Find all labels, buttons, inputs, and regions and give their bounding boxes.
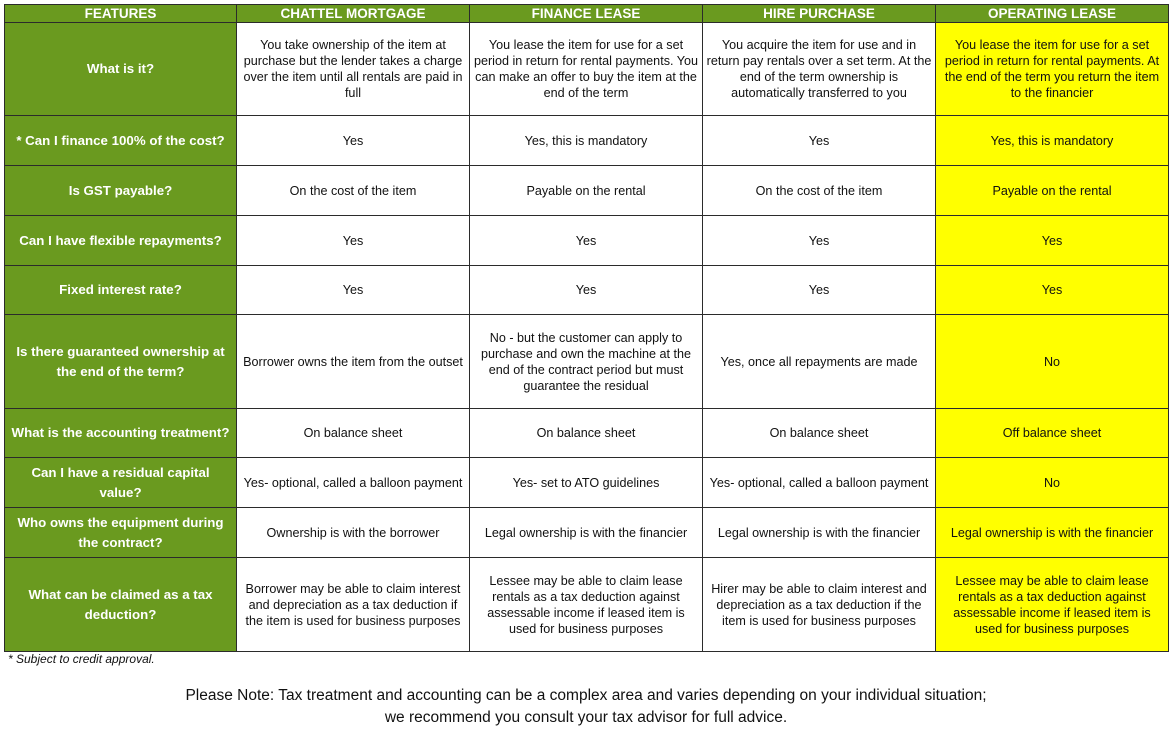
table-row	[5, 116, 1169, 166]
cell-finance-lease: You lease the item for use for a set period in return for rental payments. You can make an offer to buy the item at the end of the term	[470, 23, 703, 116]
cell-operating-lease: Yes, this is mandatory	[936, 116, 1169, 166]
cell-finance-lease: Yes, this is mandatory	[470, 116, 703, 166]
row-feature-label: Fixed interest rate?	[5, 266, 237, 315]
header-finance-lease: FINANCE LEASE	[470, 5, 703, 23]
table-row	[5, 508, 1169, 558]
cell-operating-lease: Legal ownership is with the financier	[936, 508, 1169, 558]
table-row	[5, 458, 1169, 508]
row-feature-label: * Can I finance 100% of the cost?	[5, 116, 237, 166]
row-feature-label: What is it?	[5, 23, 237, 116]
tax-advice-note	[0, 685, 1172, 729]
cell-chattel-mortgage: Ownership is with the borrower	[237, 508, 470, 558]
comparison-table-container	[4, 4, 1168, 652]
cell-hire-purchase: Yes, once all repayments are made	[703, 315, 936, 409]
cell-chattel-mortgage: Yes- optional, called a balloon payment	[237, 458, 470, 508]
cell-finance-lease: Yes	[470, 216, 703, 266]
cell-chattel-mortgage: Yes	[237, 116, 470, 166]
cell-operating-lease: Yes	[936, 266, 1169, 315]
cell-hire-purchase: On balance sheet	[703, 409, 936, 458]
finance-comparison-table	[4, 4, 1169, 652]
credit-approval-footnote: * Subject to credit approval.	[8, 652, 155, 666]
cell-finance-lease: Yes- set to ATO guidelines	[470, 458, 703, 508]
row-feature-label: Is there guaranteed ownership at the end of the term?	[5, 315, 237, 409]
cell-hire-purchase: Yes	[703, 266, 936, 315]
tax-advice-note-line-2: we recommend you consult your tax advisor for full advice.	[384, 709, 788, 726]
table-row	[5, 409, 1169, 458]
cell-hire-purchase: Yes	[703, 116, 936, 166]
tax-advice-note-line-1: Please Note: Tax treatment and accounting can be a complex area and varies depending on your individual situation;	[185, 687, 987, 704]
cell-finance-lease: Lessee may be able to claim lease rentals as a tax deduction against assessable income if leased item is used for business purposes	[470, 558, 703, 652]
cell-finance-lease: Legal ownership is with the financier	[470, 508, 703, 558]
header-chattel-mortgage: CHATTEL MORTGAGE	[237, 5, 470, 23]
cell-operating-lease: Lessee may be able to claim lease rentals as a tax deduction against assessable income if leased item is used for business purposes	[936, 558, 1169, 652]
cell-chattel-mortgage: Borrower may be able to claim interest and depreciation as a tax deduction if the item is used for business purposes	[237, 558, 470, 652]
table-row	[5, 558, 1169, 652]
row-feature-label: Who owns the equipment during the contract?	[5, 508, 237, 558]
cell-operating-lease: No	[936, 458, 1169, 508]
header-features: FEATURES	[5, 5, 237, 23]
cell-finance-lease: Payable on the rental	[470, 166, 703, 216]
row-feature-label: Can I have flexible repayments?	[5, 216, 237, 266]
cell-hire-purchase: Yes- optional, called a balloon payment	[703, 458, 936, 508]
cell-hire-purchase: You acquire the item for use and in return pay rentals over a set term. At the end of the term ownership is automatically transferred to you	[703, 23, 936, 116]
header-row	[5, 5, 1169, 23]
cell-finance-lease: Yes	[470, 266, 703, 315]
cell-operating-lease: Payable on the rental	[936, 166, 1169, 216]
row-feature-label: Is GST payable?	[5, 166, 237, 216]
table-row	[5, 266, 1169, 315]
row-feature-label: What can be claimed as a tax deduction?	[5, 558, 237, 652]
cell-hire-purchase: Yes	[703, 216, 936, 266]
cell-operating-lease: No	[936, 315, 1169, 409]
cell-chattel-mortgage: Yes	[237, 216, 470, 266]
cell-finance-lease: On balance sheet	[470, 409, 703, 458]
cell-hire-purchase: Hirer may be able to claim interest and depreciation as a tax deduction if the item is used for business purposes	[703, 558, 936, 652]
cell-chattel-mortgage: Borrower owns the item from the outset	[237, 315, 470, 409]
cell-chattel-mortgage: You take ownership of the item at purchase but the lender takes a charge over the item until all rentals are paid in full	[237, 23, 470, 116]
cell-operating-lease: You lease the item for use for a set period in return for rental payments. At the end of the term you return the item to the financier	[936, 23, 1169, 116]
cell-chattel-mortgage: On balance sheet	[237, 409, 470, 458]
row-feature-label: Can I have a residual capital value?	[5, 458, 237, 508]
table-row	[5, 216, 1169, 266]
cell-operating-lease: Yes	[936, 216, 1169, 266]
row-feature-label: What is the accounting treatment?	[5, 409, 237, 458]
cell-hire-purchase: Legal ownership is with the financier	[703, 508, 936, 558]
cell-finance-lease: No - but the customer can apply to purchase and own the machine at the end of the contract period but must guarantee the residual	[470, 315, 703, 409]
cell-chattel-mortgage: Yes	[237, 266, 470, 315]
cell-hire-purchase: On the cost of the item	[703, 166, 936, 216]
header-hire-purchase: HIRE PURCHASE	[703, 5, 936, 23]
table-row	[5, 166, 1169, 216]
cell-chattel-mortgage: On the cost of the item	[237, 166, 470, 216]
header-operating-lease: OPERATING LEASE	[936, 5, 1169, 23]
table-row	[5, 315, 1169, 409]
cell-operating-lease: Off balance sheet	[936, 409, 1169, 458]
table-row	[5, 23, 1169, 116]
